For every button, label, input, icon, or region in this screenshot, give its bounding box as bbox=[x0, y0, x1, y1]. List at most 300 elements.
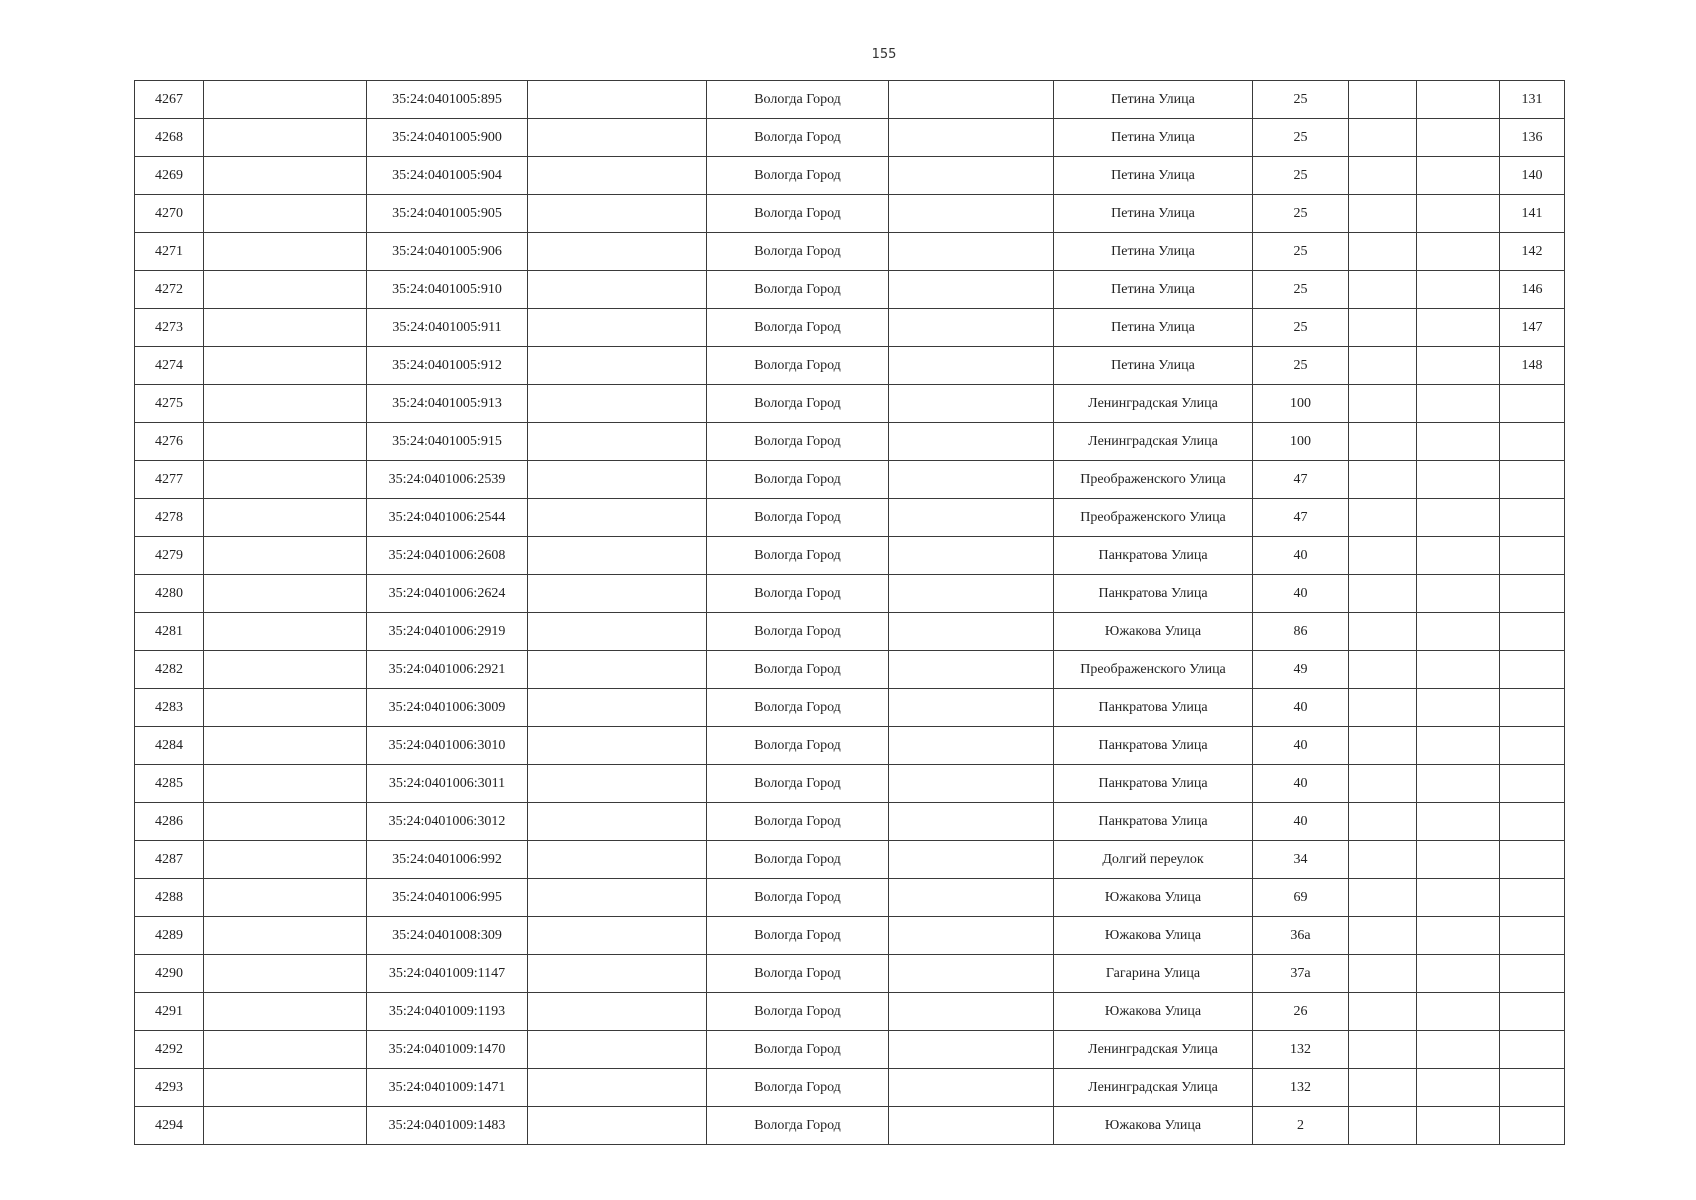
cell-empty-2 bbox=[528, 119, 707, 157]
cell-empty-5 bbox=[1417, 233, 1500, 271]
cell-city: Вологда Город bbox=[707, 727, 889, 765]
cell-empty-2 bbox=[528, 575, 707, 613]
cell-house: 40 bbox=[1253, 803, 1349, 841]
cell-cadastral-number: 35:24:0401006:2608 bbox=[367, 537, 528, 575]
cell-flat bbox=[1500, 993, 1565, 1031]
cell-city: Вологда Город bbox=[707, 461, 889, 499]
cell-number: 4279 bbox=[135, 537, 204, 575]
cell-empty-5 bbox=[1417, 917, 1500, 955]
cell-flat bbox=[1500, 879, 1565, 917]
cell-street: Южакова Улица bbox=[1054, 993, 1253, 1031]
cell-empty-1 bbox=[204, 917, 367, 955]
cell-house: 69 bbox=[1253, 879, 1349, 917]
cell-empty-1 bbox=[204, 423, 367, 461]
cell-city: Вологда Город bbox=[707, 879, 889, 917]
cell-cadastral-number: 35:24:0401006:2544 bbox=[367, 499, 528, 537]
cell-empty-5 bbox=[1417, 575, 1500, 613]
cell-city: Вологда Город bbox=[707, 119, 889, 157]
cell-cadastral-number: 35:24:0401005:900 bbox=[367, 119, 528, 157]
cell-street: Петина Улица bbox=[1054, 195, 1253, 233]
cell-empty-3 bbox=[889, 765, 1054, 803]
cell-cadastral-number: 35:24:0401009:1483 bbox=[367, 1107, 528, 1145]
table-row bbox=[135, 1107, 1565, 1145]
table-row bbox=[135, 157, 1565, 195]
cell-number: 4288 bbox=[135, 879, 204, 917]
cell-empty-5 bbox=[1417, 993, 1500, 1031]
table-row bbox=[135, 1031, 1565, 1069]
cell-cadastral-number: 35:24:0401005:911 bbox=[367, 309, 528, 347]
cell-empty-4 bbox=[1349, 993, 1417, 1031]
cell-empty-5 bbox=[1417, 1069, 1500, 1107]
cell-empty-4 bbox=[1349, 537, 1417, 575]
cell-empty-2 bbox=[528, 993, 707, 1031]
cell-number: 4273 bbox=[135, 309, 204, 347]
cell-flat: 140 bbox=[1500, 157, 1565, 195]
cell-empty-4 bbox=[1349, 879, 1417, 917]
cell-street: Ленинградская Улица bbox=[1054, 1069, 1253, 1107]
cell-cadastral-number: 35:24:0401006:992 bbox=[367, 841, 528, 879]
cell-street: Ленинградская Улица bbox=[1054, 423, 1253, 461]
cell-empty-1 bbox=[204, 81, 367, 119]
cell-flat bbox=[1500, 955, 1565, 993]
cell-flat bbox=[1500, 461, 1565, 499]
cell-street: Преображенского Улица bbox=[1054, 499, 1253, 537]
cell-empty-2 bbox=[528, 613, 707, 651]
cell-cadastral-number: 35:24:0401009:1193 bbox=[367, 993, 528, 1031]
cell-city: Вологда Город bbox=[707, 575, 889, 613]
cell-empty-4 bbox=[1349, 841, 1417, 879]
cell-empty-3 bbox=[889, 1107, 1054, 1145]
cell-empty-4 bbox=[1349, 81, 1417, 119]
cell-house: 25 bbox=[1253, 195, 1349, 233]
cell-city: Вологда Город bbox=[707, 195, 889, 233]
table-row bbox=[135, 119, 1565, 157]
cell-empty-1 bbox=[204, 689, 367, 727]
cell-empty-5 bbox=[1417, 81, 1500, 119]
cell-empty-4 bbox=[1349, 803, 1417, 841]
cell-street: Южакова Улица bbox=[1054, 613, 1253, 651]
cell-empty-3 bbox=[889, 1069, 1054, 1107]
cell-street: Южакова Улица bbox=[1054, 917, 1253, 955]
table-row bbox=[135, 917, 1565, 955]
cell-empty-5 bbox=[1417, 119, 1500, 157]
cell-empty-1 bbox=[204, 233, 367, 271]
cell-empty-5 bbox=[1417, 195, 1500, 233]
cell-empty-1 bbox=[204, 613, 367, 651]
page-number: 155 bbox=[871, 47, 897, 62]
cell-empty-5 bbox=[1417, 271, 1500, 309]
registry-table bbox=[134, 80, 1565, 1145]
cell-cadastral-number: 35:24:0401006:2921 bbox=[367, 651, 528, 689]
cell-house: 25 bbox=[1253, 347, 1349, 385]
cell-empty-1 bbox=[204, 271, 367, 309]
cell-flat bbox=[1500, 423, 1565, 461]
cell-empty-5 bbox=[1417, 385, 1500, 423]
cell-empty-2 bbox=[528, 423, 707, 461]
cell-city: Вологда Город bbox=[707, 689, 889, 727]
cell-number: 4277 bbox=[135, 461, 204, 499]
table-row bbox=[135, 499, 1565, 537]
cell-number: 4270 bbox=[135, 195, 204, 233]
cell-empty-2 bbox=[528, 727, 707, 765]
cell-empty-1 bbox=[204, 1069, 367, 1107]
cell-empty-4 bbox=[1349, 119, 1417, 157]
table-row bbox=[135, 461, 1565, 499]
cell-empty-5 bbox=[1417, 955, 1500, 993]
cell-street: Петина Улица bbox=[1054, 157, 1253, 195]
cell-number: 4292 bbox=[135, 1031, 204, 1069]
cell-empty-3 bbox=[889, 157, 1054, 195]
cell-number: 4281 bbox=[135, 613, 204, 651]
cell-cadastral-number: 35:24:0401006:2539 bbox=[367, 461, 528, 499]
cell-number: 4282 bbox=[135, 651, 204, 689]
cell-city: Вологда Город bbox=[707, 347, 889, 385]
cell-empty-3 bbox=[889, 81, 1054, 119]
cell-city: Вологда Город bbox=[707, 613, 889, 651]
cell-empty-1 bbox=[204, 955, 367, 993]
cell-cadastral-number: 35:24:0401008:309 bbox=[367, 917, 528, 955]
table-row bbox=[135, 727, 1565, 765]
cell-flat bbox=[1500, 1107, 1565, 1145]
cell-flat: 147 bbox=[1500, 309, 1565, 347]
cell-empty-4 bbox=[1349, 347, 1417, 385]
cell-city: Вологда Город bbox=[707, 651, 889, 689]
cell-empty-3 bbox=[889, 803, 1054, 841]
cell-empty-3 bbox=[889, 841, 1054, 879]
cell-empty-5 bbox=[1417, 1031, 1500, 1069]
cell-flat bbox=[1500, 613, 1565, 651]
cell-cadastral-number: 35:24:0401006:2624 bbox=[367, 575, 528, 613]
cell-city: Вологда Город bbox=[707, 309, 889, 347]
cell-flat: 141 bbox=[1500, 195, 1565, 233]
cell-flat bbox=[1500, 803, 1565, 841]
cell-house: 49 bbox=[1253, 651, 1349, 689]
cell-flat: 142 bbox=[1500, 233, 1565, 271]
cell-street: Южакова Улица bbox=[1054, 879, 1253, 917]
cell-empty-3 bbox=[889, 537, 1054, 575]
cell-empty-2 bbox=[528, 917, 707, 955]
cell-empty-5 bbox=[1417, 537, 1500, 575]
cell-number: 4283 bbox=[135, 689, 204, 727]
table-row bbox=[135, 993, 1565, 1031]
cell-empty-1 bbox=[204, 499, 367, 537]
cell-empty-1 bbox=[204, 727, 367, 765]
cell-house: 40 bbox=[1253, 575, 1349, 613]
cell-empty-2 bbox=[528, 765, 707, 803]
cell-empty-2 bbox=[528, 309, 707, 347]
cell-empty-3 bbox=[889, 651, 1054, 689]
cell-house: 40 bbox=[1253, 765, 1349, 803]
cell-house: 40 bbox=[1253, 689, 1349, 727]
cell-number: 4267 bbox=[135, 81, 204, 119]
cell-house: 132 bbox=[1253, 1069, 1349, 1107]
cell-empty-5 bbox=[1417, 499, 1500, 537]
cell-empty-3 bbox=[889, 1031, 1054, 1069]
cell-empty-4 bbox=[1349, 575, 1417, 613]
cell-empty-3 bbox=[889, 993, 1054, 1031]
cell-empty-2 bbox=[528, 955, 707, 993]
cell-house: 100 bbox=[1253, 385, 1349, 423]
cell-house: 25 bbox=[1253, 119, 1349, 157]
cell-city: Вологда Город bbox=[707, 1031, 889, 1069]
cell-empty-4 bbox=[1349, 233, 1417, 271]
cell-number: 4290 bbox=[135, 955, 204, 993]
cell-number: 4286 bbox=[135, 803, 204, 841]
cell-cadastral-number: 35:24:0401006:3012 bbox=[367, 803, 528, 841]
cell-empty-2 bbox=[528, 157, 707, 195]
cell-number: 4269 bbox=[135, 157, 204, 195]
cell-empty-2 bbox=[528, 1031, 707, 1069]
cell-number: 4272 bbox=[135, 271, 204, 309]
cell-street: Панкратова Улица bbox=[1054, 689, 1253, 727]
cell-empty-2 bbox=[528, 461, 707, 499]
cell-empty-1 bbox=[204, 765, 367, 803]
cell-empty-2 bbox=[528, 1069, 707, 1107]
cell-house: 34 bbox=[1253, 841, 1349, 879]
cell-number: 4271 bbox=[135, 233, 204, 271]
cell-empty-3 bbox=[889, 879, 1054, 917]
cell-empty-2 bbox=[528, 271, 707, 309]
cell-cadastral-number: 35:24:0401005:912 bbox=[367, 347, 528, 385]
cell-cadastral-number: 35:24:0401005:906 bbox=[367, 233, 528, 271]
cell-empty-4 bbox=[1349, 1107, 1417, 1145]
cell-house: 132 bbox=[1253, 1031, 1349, 1069]
cell-street: Гагарина Улица bbox=[1054, 955, 1253, 993]
cell-street: Южакова Улица bbox=[1054, 1107, 1253, 1145]
cell-number: 4291 bbox=[135, 993, 204, 1031]
cell-empty-5 bbox=[1417, 727, 1500, 765]
cell-street: Петина Улица bbox=[1054, 119, 1253, 157]
cell-number: 4276 bbox=[135, 423, 204, 461]
cell-empty-3 bbox=[889, 499, 1054, 537]
cell-empty-1 bbox=[204, 157, 367, 195]
cell-flat bbox=[1500, 1031, 1565, 1069]
cell-empty-1 bbox=[204, 385, 367, 423]
cell-empty-3 bbox=[889, 423, 1054, 461]
cell-number: 4287 bbox=[135, 841, 204, 879]
cell-flat: 136 bbox=[1500, 119, 1565, 157]
cell-empty-5 bbox=[1417, 879, 1500, 917]
cell-cadastral-number: 35:24:0401009:1471 bbox=[367, 1069, 528, 1107]
cell-empty-4 bbox=[1349, 271, 1417, 309]
table-row bbox=[135, 879, 1565, 917]
cell-city: Вологда Город bbox=[707, 157, 889, 195]
cell-empty-2 bbox=[528, 233, 707, 271]
cell-empty-3 bbox=[889, 195, 1054, 233]
cell-flat bbox=[1500, 651, 1565, 689]
cell-empty-4 bbox=[1349, 917, 1417, 955]
cell-city: Вологда Город bbox=[707, 537, 889, 575]
cell-street: Панкратова Улица bbox=[1054, 727, 1253, 765]
cell-city: Вологда Город bbox=[707, 271, 889, 309]
cell-street: Петина Улица bbox=[1054, 233, 1253, 271]
cell-empty-2 bbox=[528, 385, 707, 423]
cell-empty-2 bbox=[528, 803, 707, 841]
cell-house: 40 bbox=[1253, 727, 1349, 765]
cell-flat bbox=[1500, 537, 1565, 575]
cell-cadastral-number: 35:24:0401005:915 bbox=[367, 423, 528, 461]
cell-street: Петина Улица bbox=[1054, 271, 1253, 309]
cell-city: Вологда Город bbox=[707, 233, 889, 271]
cell-empty-1 bbox=[204, 195, 367, 233]
cell-empty-2 bbox=[528, 195, 707, 233]
cell-empty-4 bbox=[1349, 765, 1417, 803]
cell-flat bbox=[1500, 841, 1565, 879]
cell-flat bbox=[1500, 917, 1565, 955]
cell-street: Панкратова Улица bbox=[1054, 803, 1253, 841]
cell-city: Вологда Город bbox=[707, 81, 889, 119]
cell-number: 4268 bbox=[135, 119, 204, 157]
cell-cadastral-number: 35:24:0401006:3011 bbox=[367, 765, 528, 803]
cell-city: Вологда Город bbox=[707, 423, 889, 461]
table-row bbox=[135, 955, 1565, 993]
cell-empty-1 bbox=[204, 879, 367, 917]
cell-empty-1 bbox=[204, 651, 367, 689]
cell-empty-5 bbox=[1417, 689, 1500, 727]
cell-empty-1 bbox=[204, 347, 367, 385]
cell-empty-1 bbox=[204, 309, 367, 347]
cell-house: 25 bbox=[1253, 81, 1349, 119]
cell-house: 25 bbox=[1253, 271, 1349, 309]
cell-city: Вологда Город bbox=[707, 1107, 889, 1145]
cell-empty-1 bbox=[204, 1031, 367, 1069]
cell-cadastral-number: 35:24:0401009:1470 bbox=[367, 1031, 528, 1069]
cell-cadastral-number: 35:24:0401006:995 bbox=[367, 879, 528, 917]
cell-cadastral-number: 35:24:0401006:3009 bbox=[367, 689, 528, 727]
cell-empty-1 bbox=[204, 993, 367, 1031]
table-row bbox=[135, 81, 1565, 119]
cell-cadastral-number: 35:24:0401005:910 bbox=[367, 271, 528, 309]
cell-street: Панкратова Улица bbox=[1054, 765, 1253, 803]
cell-cadastral-number: 35:24:0401005:905 bbox=[367, 195, 528, 233]
cell-empty-5 bbox=[1417, 765, 1500, 803]
cell-empty-2 bbox=[528, 879, 707, 917]
cell-empty-3 bbox=[889, 347, 1054, 385]
cell-street: Ленинградская Улица bbox=[1054, 1031, 1253, 1069]
cell-empty-3 bbox=[889, 955, 1054, 993]
cell-empty-3 bbox=[889, 689, 1054, 727]
cell-empty-5 bbox=[1417, 803, 1500, 841]
cell-street: Петина Улица bbox=[1054, 347, 1253, 385]
cell-empty-1 bbox=[204, 803, 367, 841]
cell-flat: 148 bbox=[1500, 347, 1565, 385]
table-row bbox=[135, 841, 1565, 879]
table-row bbox=[135, 1069, 1565, 1107]
cell-street: Петина Улица bbox=[1054, 309, 1253, 347]
table-row bbox=[135, 233, 1565, 271]
cell-number: 4294 bbox=[135, 1107, 204, 1145]
table-row bbox=[135, 271, 1565, 309]
cell-house: 86 bbox=[1253, 613, 1349, 651]
cell-empty-2 bbox=[528, 689, 707, 727]
cell-flat bbox=[1500, 499, 1565, 537]
cell-empty-4 bbox=[1349, 613, 1417, 651]
cell-cadastral-number: 35:24:0401005:904 bbox=[367, 157, 528, 195]
cell-empty-4 bbox=[1349, 157, 1417, 195]
cell-number: 4289 bbox=[135, 917, 204, 955]
cell-street: Долгий переулок bbox=[1054, 841, 1253, 879]
cell-cadastral-number: 35:24:0401005:913 bbox=[367, 385, 528, 423]
cell-empty-4 bbox=[1349, 689, 1417, 727]
cell-number: 4285 bbox=[135, 765, 204, 803]
cell-number: 4280 bbox=[135, 575, 204, 613]
cell-city: Вологда Город bbox=[707, 955, 889, 993]
cell-empty-4 bbox=[1349, 385, 1417, 423]
cell-empty-3 bbox=[889, 575, 1054, 613]
cell-empty-3 bbox=[889, 917, 1054, 955]
cell-empty-5 bbox=[1417, 1107, 1500, 1145]
table-row bbox=[135, 347, 1565, 385]
cell-empty-4 bbox=[1349, 1069, 1417, 1107]
table-row bbox=[135, 195, 1565, 233]
cell-city: Вологда Город bbox=[707, 993, 889, 1031]
cell-flat bbox=[1500, 1069, 1565, 1107]
cell-house: 36а bbox=[1253, 917, 1349, 955]
table-row bbox=[135, 613, 1565, 651]
cell-flat: 131 bbox=[1500, 81, 1565, 119]
cell-number: 4275 bbox=[135, 385, 204, 423]
cell-empty-4 bbox=[1349, 727, 1417, 765]
cell-flat: 146 bbox=[1500, 271, 1565, 309]
cell-flat bbox=[1500, 385, 1565, 423]
cell-cadastral-number: 35:24:0401006:3010 bbox=[367, 727, 528, 765]
cell-empty-2 bbox=[528, 499, 707, 537]
table-row bbox=[135, 537, 1565, 575]
cell-city: Вологда Город bbox=[707, 499, 889, 537]
table-body bbox=[135, 81, 1565, 1145]
table-row bbox=[135, 689, 1565, 727]
cell-house: 2 bbox=[1253, 1107, 1349, 1145]
cell-empty-4 bbox=[1349, 423, 1417, 461]
cell-number: 4293 bbox=[135, 1069, 204, 1107]
cell-cadastral-number: 35:24:0401009:1147 bbox=[367, 955, 528, 993]
cell-empty-4 bbox=[1349, 499, 1417, 537]
cell-empty-2 bbox=[528, 651, 707, 689]
cell-empty-2 bbox=[528, 1107, 707, 1145]
table-row bbox=[135, 651, 1565, 689]
cell-city: Вологда Город bbox=[707, 765, 889, 803]
cell-flat bbox=[1500, 727, 1565, 765]
cell-empty-5 bbox=[1417, 841, 1500, 879]
cell-empty-1 bbox=[204, 537, 367, 575]
cell-city: Вологда Город bbox=[707, 385, 889, 423]
cell-empty-4 bbox=[1349, 309, 1417, 347]
cell-empty-5 bbox=[1417, 347, 1500, 385]
table-row bbox=[135, 803, 1565, 841]
cell-number: 4284 bbox=[135, 727, 204, 765]
cell-city: Вологда Город bbox=[707, 1069, 889, 1107]
table-row bbox=[135, 575, 1565, 613]
cell-empty-4 bbox=[1349, 461, 1417, 499]
table-row bbox=[135, 309, 1565, 347]
cell-city: Вологда Город bbox=[707, 917, 889, 955]
cell-empty-2 bbox=[528, 347, 707, 385]
cell-house: 47 bbox=[1253, 461, 1349, 499]
cell-empty-3 bbox=[889, 119, 1054, 157]
cell-street: Петина Улица bbox=[1054, 81, 1253, 119]
cell-empty-1 bbox=[204, 119, 367, 157]
cell-empty-3 bbox=[889, 233, 1054, 271]
cell-empty-3 bbox=[889, 385, 1054, 423]
cell-number: 4278 bbox=[135, 499, 204, 537]
cell-empty-5 bbox=[1417, 613, 1500, 651]
cell-empty-3 bbox=[889, 613, 1054, 651]
cell-empty-4 bbox=[1349, 1031, 1417, 1069]
cell-street: Панкратова Улица bbox=[1054, 575, 1253, 613]
cell-street: Панкратова Улица bbox=[1054, 537, 1253, 575]
cell-house: 26 bbox=[1253, 993, 1349, 1031]
cell-empty-3 bbox=[889, 727, 1054, 765]
